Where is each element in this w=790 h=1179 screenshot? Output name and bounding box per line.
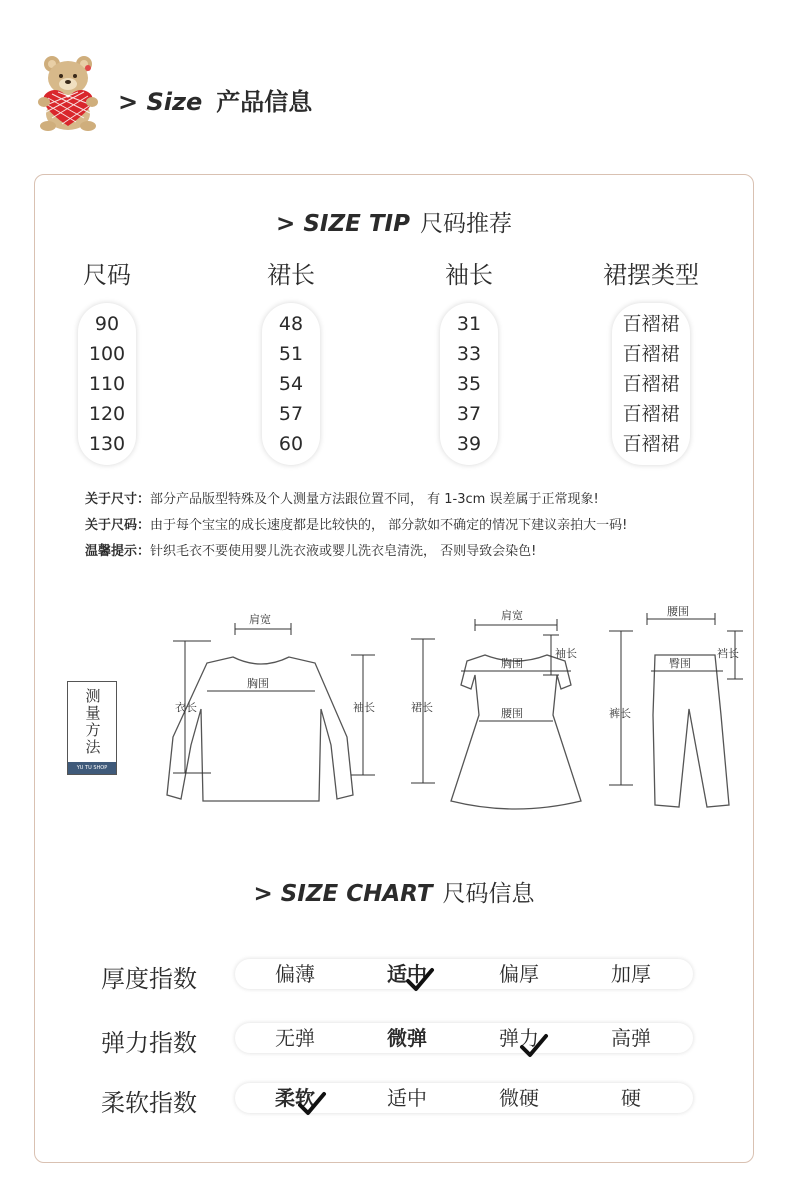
table-cell: 37	[456, 403, 482, 425]
table-cell: 35	[456, 373, 482, 395]
index-options	[235, 959, 693, 989]
table-cell: 48	[278, 313, 304, 335]
table-cell: 百褶裙	[622, 403, 680, 425]
measure-method-label: 测量方法	[85, 687, 101, 756]
dress-length-label: 裙长	[411, 701, 433, 714]
index-option: 偏薄	[275, 962, 315, 986]
sleeve-length-column	[389, 255, 549, 465]
pants-waist-label: 腰围	[667, 605, 689, 618]
softness-index-row	[75, 1081, 715, 1117]
shop-name-label: YU TU SHOP	[68, 762, 116, 774]
checkmark-icon	[405, 967, 435, 995]
note-sizing	[85, 513, 725, 539]
column-values	[440, 303, 498, 465]
index-option-selected: 柔软	[275, 1086, 315, 1110]
index-option: 适中	[387, 1086, 427, 1110]
table-cell: 百褶裙	[622, 433, 680, 455]
size-tip-title-zh: 尺码推荐	[419, 211, 512, 237]
checkmark-icon	[297, 1091, 327, 1119]
checkmark-icon	[519, 1033, 549, 1061]
page-title-en: > Size	[118, 88, 203, 116]
note-text: 由于每个宝宝的成长速度都是比较快的， 部分款如不确定的情况下建议亲拍大一码!	[150, 518, 628, 533]
table-cell: 110	[88, 373, 126, 395]
table-cell: 130	[88, 433, 126, 455]
index-option: 微弹	[387, 1026, 427, 1050]
column-header: 裙长	[267, 261, 315, 289]
table-cell: 33	[456, 343, 482, 365]
bear-heart-logo-icon	[34, 52, 106, 132]
table-cell: 百褶裙	[622, 343, 680, 365]
note-text: 部分产品版型特殊及个人测量方法跟位置不同， 有 1-3cm 误差属于正常现象!	[150, 492, 599, 507]
table-cell: 60	[278, 433, 304, 455]
note-text: 针织毛衣不要使用婴儿洗衣液或婴儿洗衣皂清洗， 否则导致会染色!	[150, 544, 537, 559]
size-column	[27, 255, 187, 465]
table-cell: 百褶裙	[622, 373, 680, 395]
table-cell: 120	[88, 403, 126, 425]
product-info-card	[34, 174, 754, 1163]
pants-rise-label: 裆长	[717, 647, 739, 660]
size-chart-title-en: > SIZE CHART	[253, 881, 433, 907]
index-label: 弹力指数	[101, 1029, 197, 1057]
note-label: 关于尺寸：	[85, 492, 151, 507]
index-label: 柔软指数	[101, 1089, 197, 1117]
size-tip-title	[35, 205, 753, 238]
column-values	[78, 303, 136, 465]
shirt-length-label: 衣长	[175, 701, 197, 714]
table-cell: 51	[278, 343, 304, 365]
index-options	[235, 1083, 693, 1113]
index-option: 偏厚	[499, 962, 539, 986]
note-label: 关于尺码：	[85, 518, 151, 533]
index-option: 硬	[621, 1086, 641, 1110]
index-option: 微硬	[499, 1086, 539, 1110]
column-header: 裙摆类型	[603, 261, 699, 289]
table-cell: 31	[456, 313, 482, 335]
index-option-selected: 适中	[387, 962, 427, 986]
pants-outline	[653, 655, 729, 807]
garment-diagrams-svg	[65, 605, 745, 815]
page-header	[34, 52, 354, 132]
size-tip-title-en: > SIZE TIP	[276, 211, 410, 237]
size-chart-title-zh: 尺码信息	[442, 881, 535, 907]
shirt-sleeve-label: 袖长	[353, 701, 375, 714]
note-care-tip	[85, 539, 725, 565]
column-header: 尺码	[83, 261, 131, 289]
size-chart-title	[35, 875, 753, 908]
column-values	[262, 303, 320, 465]
table-cell: 57	[278, 403, 304, 425]
pants-hip-label: 臀围	[669, 657, 691, 670]
dress-shoulder-label: 肩宽	[501, 609, 523, 622]
dress-waist-label: 腰围	[501, 707, 523, 720]
note-label: 温馨提示：	[85, 544, 151, 559]
shirt-chest-label: 胸围	[247, 677, 269, 690]
table-cell: 90	[94, 313, 120, 335]
column-values	[612, 303, 690, 465]
shirt-shoulder-label: 肩宽	[249, 613, 271, 626]
table-cell: 100	[88, 343, 126, 365]
index-label: 厚度指数	[101, 965, 197, 993]
column-header: 袖长	[445, 261, 493, 289]
note-size	[85, 487, 725, 513]
dress-length-column	[211, 255, 371, 465]
index-options	[235, 1023, 693, 1053]
table-cell: 54	[278, 373, 304, 395]
index-option: 加厚	[611, 962, 651, 986]
thickness-index-row	[75, 957, 715, 993]
table-cell: 39	[456, 433, 482, 455]
size-notes	[85, 487, 725, 565]
table-cell: 百褶裙	[622, 313, 680, 335]
index-option: 高弹	[611, 1026, 651, 1050]
page-title	[118, 82, 312, 117]
pants-length-label: 裤长	[609, 707, 631, 720]
index-option-selected: 弹力	[499, 1026, 539, 1050]
dress-chest-label: 胸围	[501, 657, 523, 670]
skirt-type-column	[571, 255, 731, 465]
elasticity-index-row	[75, 1021, 715, 1057]
dress-outline	[451, 655, 581, 809]
page-title-zh: 产品信息	[216, 88, 313, 116]
measurement-diagrams	[65, 605, 745, 815]
index-option: 无弹	[275, 1026, 315, 1050]
dress-sleeve-label: 袖长	[555, 647, 577, 660]
